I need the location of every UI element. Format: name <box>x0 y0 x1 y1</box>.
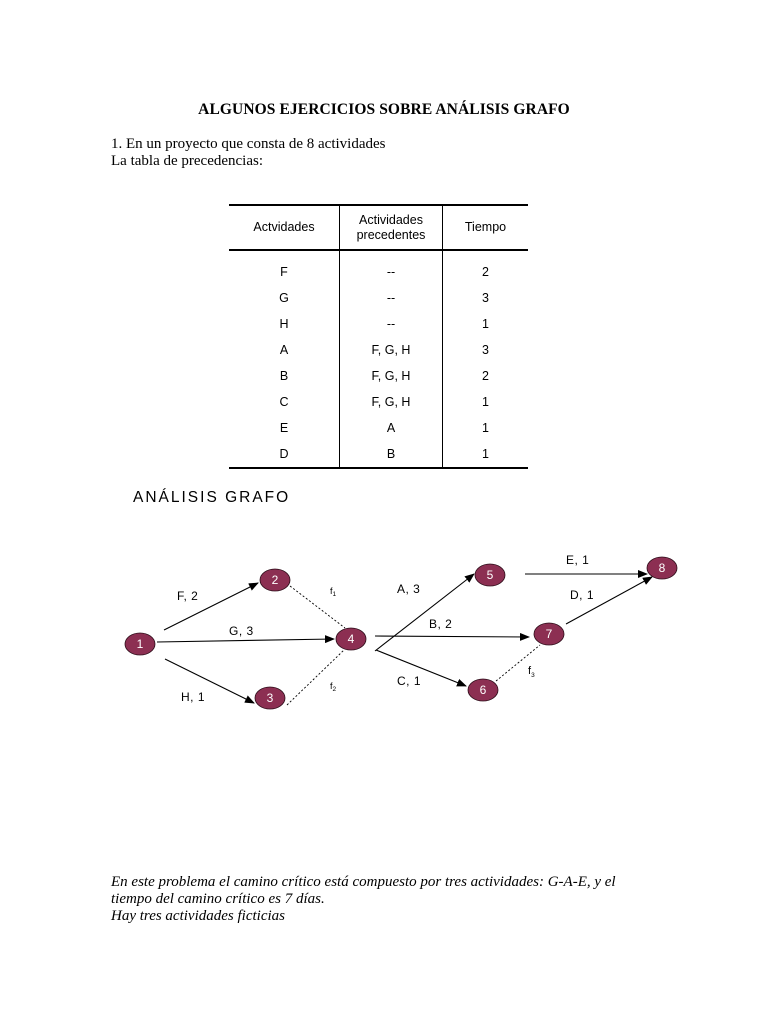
predecessor-cell: F, G, H <box>340 363 443 389</box>
node-label: 8 <box>658 561 666 575</box>
dummy-letter: f <box>330 586 333 596</box>
dummy-letter: f <box>330 681 333 691</box>
time-cell: 3 <box>482 343 489 357</box>
node-5 <box>475 564 505 586</box>
conclusion-line-3: Hay tres actividades ficticias <box>111 908 285 924</box>
edge-4-7 <box>375 636 529 637</box>
node-7 <box>534 623 564 645</box>
time-cell: 1 <box>482 421 489 435</box>
predecessor-cell: F, G, H <box>340 337 443 363</box>
node-label: 4 <box>347 632 355 646</box>
node-2 <box>260 569 290 591</box>
edge-label-c: C, 1 <box>397 674 422 688</box>
node-3 <box>255 687 285 709</box>
time-cell: 1 <box>482 317 489 331</box>
node-4 <box>336 628 366 650</box>
edge-label-f: F, 2 <box>177 589 199 603</box>
intro-line-2: La tabla de precedencias: <box>111 153 263 169</box>
predecessor-cell: B <box>340 441 443 468</box>
activity-cell: E <box>229 415 340 441</box>
edge-label-e: E, 1 <box>566 553 590 567</box>
edge-label-h: H, 1 <box>181 690 206 704</box>
activity-cell: C <box>229 389 340 415</box>
activity-cell: H <box>229 311 340 337</box>
time-cell: 1 <box>443 441 529 468</box>
node-label: 6 <box>479 683 487 697</box>
conclusion-text <box>111 874 616 925</box>
activity-cell: F <box>229 250 340 285</box>
predecessor-cell: -- <box>340 311 443 337</box>
node-label: 3 <box>266 691 274 705</box>
node-8 <box>647 557 677 579</box>
activity-cell: A <box>229 337 340 363</box>
predecessor-cell: A <box>340 415 443 441</box>
dummy-edge-3-4 <box>287 650 344 705</box>
edge-1-3 <box>165 659 254 703</box>
node-label: 2 <box>271 573 279 587</box>
node-label: 7 <box>545 627 553 641</box>
node-label: 5 <box>486 568 494 582</box>
node-label: 1 <box>136 637 144 651</box>
predecessor-cell: F, G, H <box>340 389 443 415</box>
edge-label-b: B, 2 <box>429 617 453 631</box>
dummy-label-f3 <box>528 665 535 679</box>
dummy-letter: f <box>528 665 532 677</box>
edge-label-g: G, 3 <box>229 624 254 638</box>
node-6 <box>468 679 498 701</box>
header-predecessors-text: Actividades precedentes <box>356 212 426 242</box>
activity-cell: D <box>229 441 340 468</box>
predecessor-cell: -- <box>340 250 443 285</box>
edge-label-a: A, 3 <box>397 582 421 596</box>
conclusion-line-1: En este problema el camino crítico está compuesto por tres actividades: G-A-E, y el <box>111 874 616 890</box>
node-1 <box>125 633 155 655</box>
edge-label-d: D, 1 <box>570 588 595 602</box>
header-time: Tiempo <box>443 205 529 250</box>
dummy-label-f2 <box>330 681 337 693</box>
time-cell: 3 <box>482 291 489 305</box>
time-cell: 1 <box>482 395 489 409</box>
intro-line-1: 1. En un proyecto que consta de 8 actividades <box>111 136 386 152</box>
dummy-subscript: 2 <box>332 686 337 693</box>
page-title: ALGUNOS EJERCICIOS SOBRE ANÁLISIS GRAFO <box>198 101 570 118</box>
conclusion-line-2: tiempo del camino crítico es 7 días. <box>111 891 325 907</box>
dummy-label-f1 <box>330 586 337 598</box>
header-activities: Actvidades <box>229 205 340 250</box>
dummy-subscript: 3 <box>531 672 535 679</box>
time-cell: 2 <box>482 369 489 383</box>
dummy-edge-2-4 <box>290 586 345 628</box>
time-cell: 2 <box>482 265 489 279</box>
activity-cell: G <box>229 285 340 311</box>
edge-4-5 <box>375 574 474 651</box>
activity-cell: B <box>229 363 340 389</box>
section-title: ANÁLISIS GRAFO <box>133 489 291 506</box>
predecessor-cell: -- <box>340 285 443 311</box>
edge-1-4 <box>157 639 334 642</box>
dummy-subscript: 1 <box>332 591 337 598</box>
